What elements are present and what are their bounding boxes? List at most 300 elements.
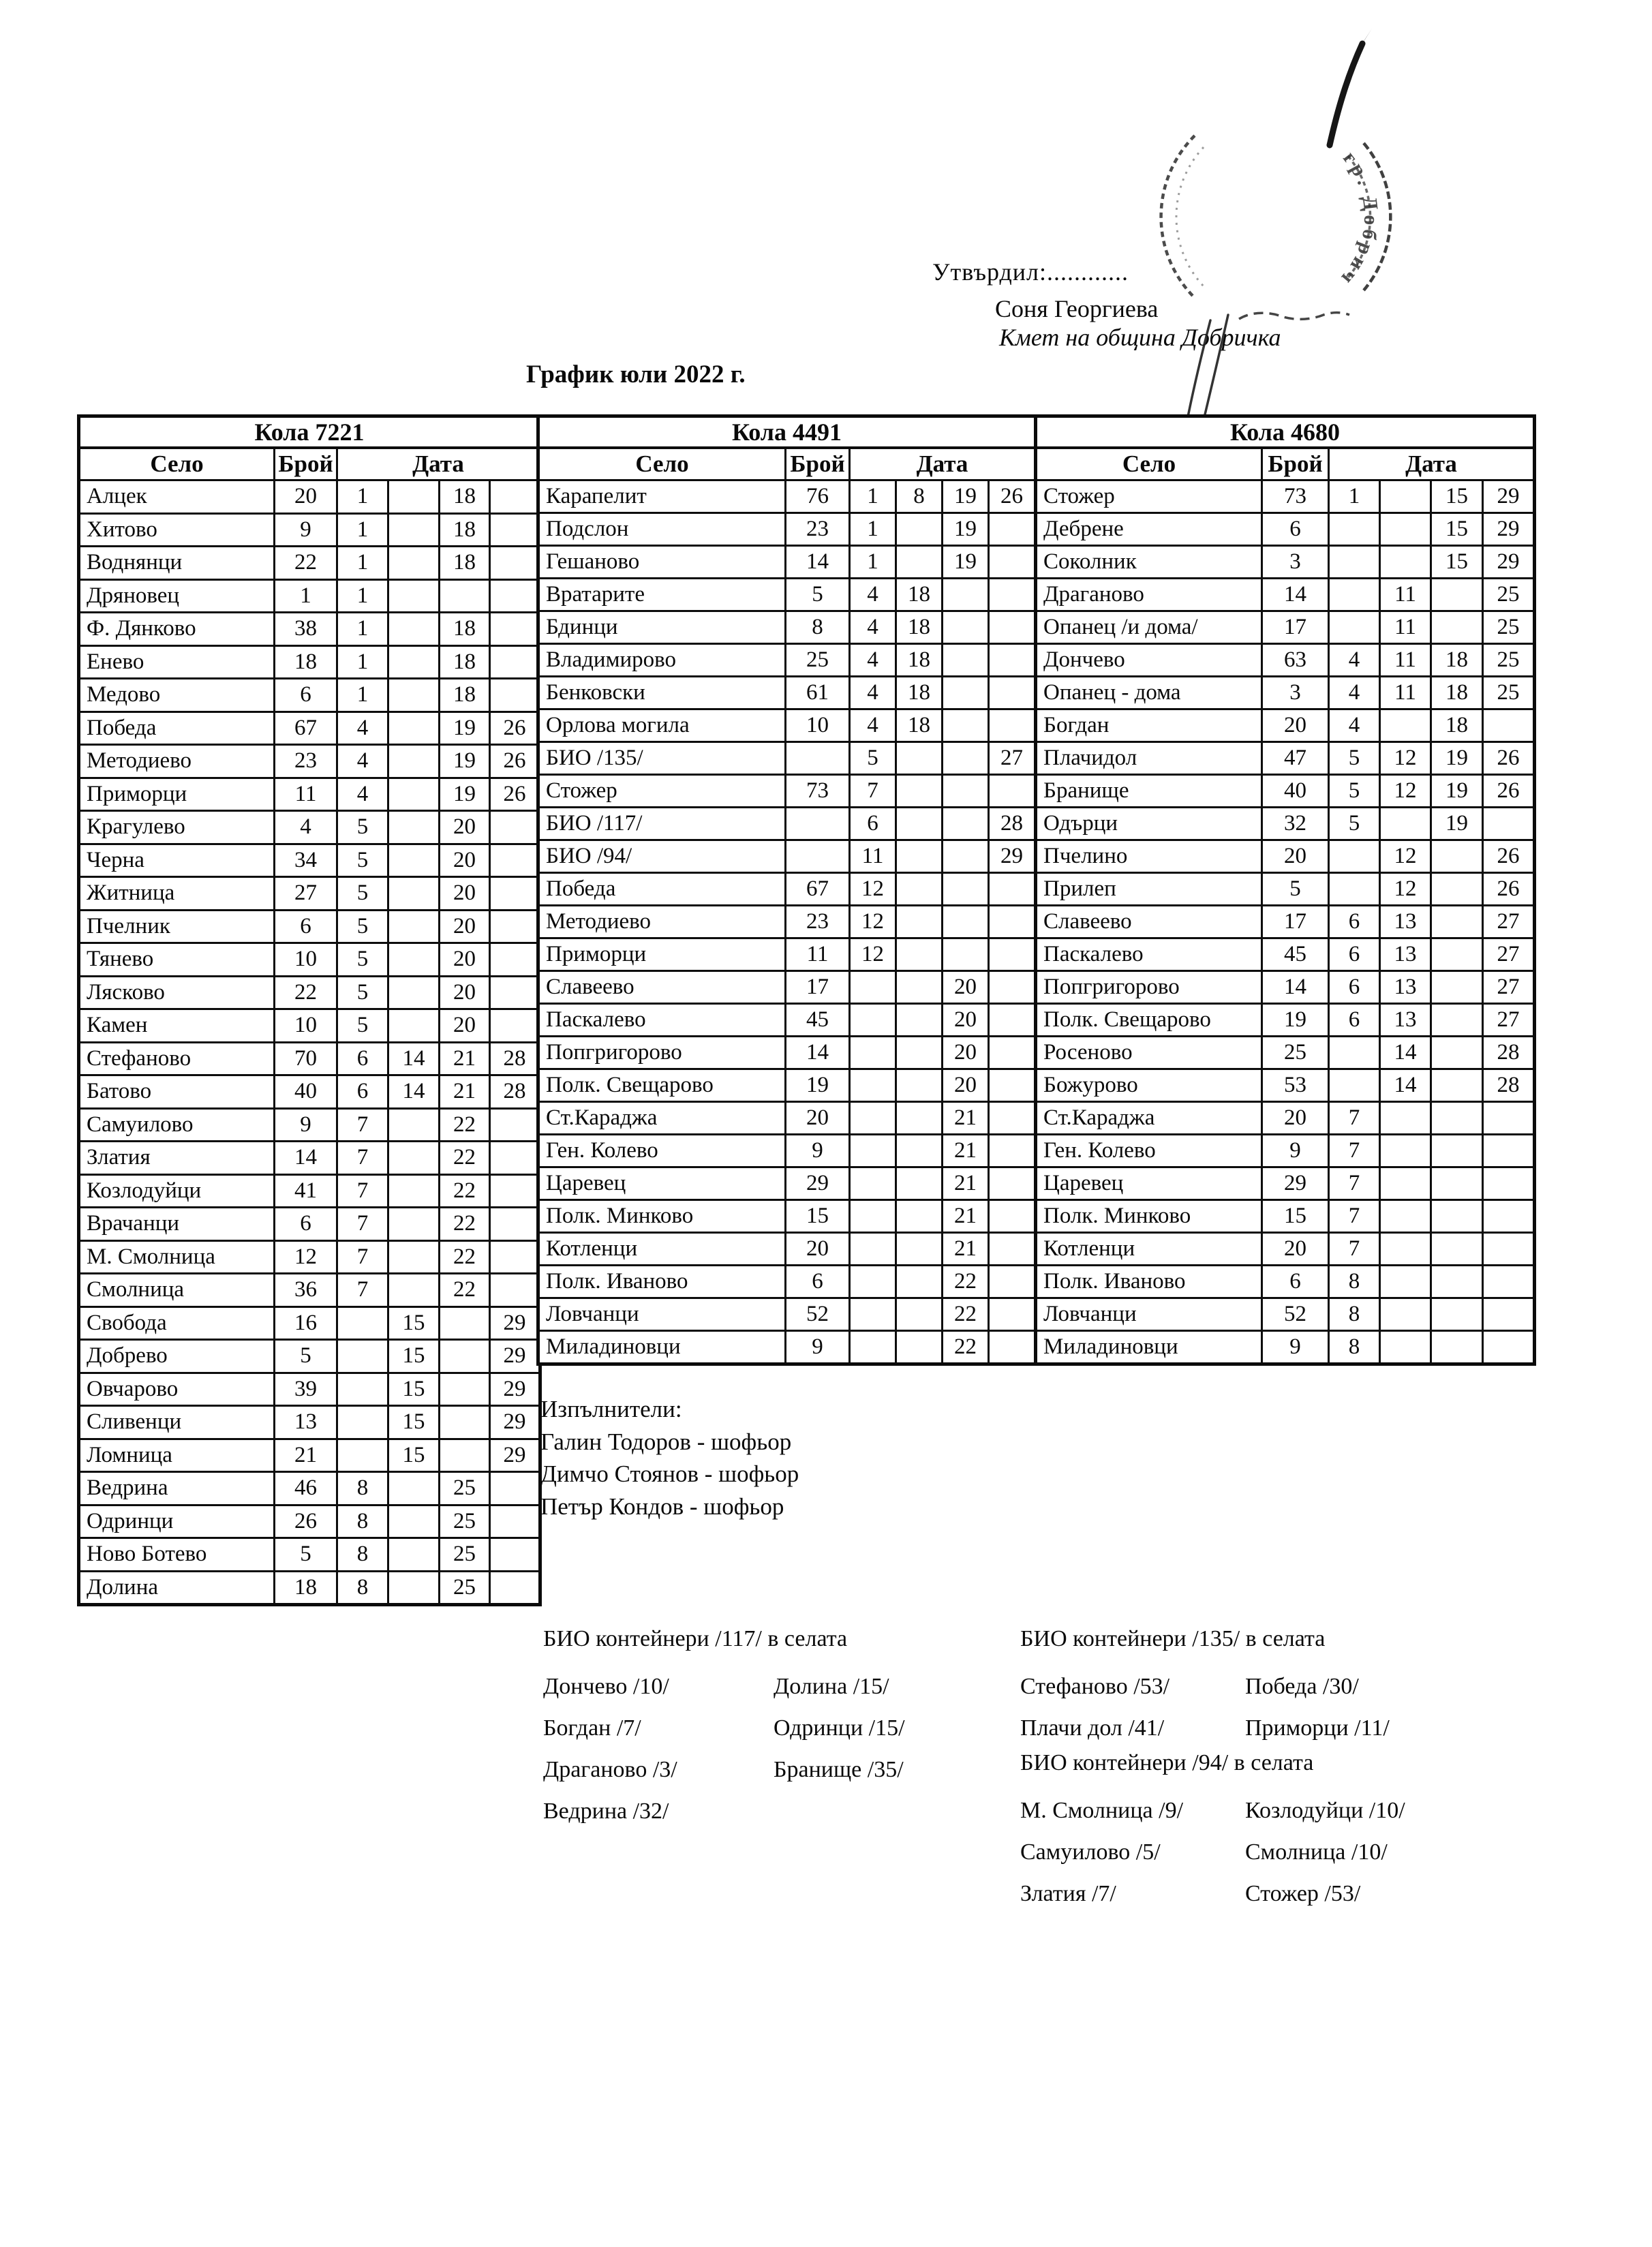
date-cell: 19 — [440, 745, 490, 778]
table-row — [79, 645, 540, 679]
table-row — [538, 709, 1036, 742]
date-cell: 7 — [337, 1274, 388, 1307]
count-cell: 29 — [786, 1167, 850, 1200]
table-row — [1036, 906, 1535, 938]
table-title: Кола 4680 — [1036, 416, 1535, 448]
village-cell: Камен — [79, 1009, 275, 1043]
date-cell — [989, 1266, 1036, 1298]
table-title: Кола 7221 — [79, 416, 540, 448]
date-cell: 11 — [1380, 579, 1431, 611]
table-row — [538, 873, 1036, 906]
count-cell: 6 — [786, 1266, 850, 1298]
village-cell: Ловчанци — [1036, 1298, 1262, 1331]
date-cell — [1431, 971, 1483, 1004]
date-cell — [1380, 1233, 1431, 1266]
count-cell: 17 — [1262, 906, 1329, 938]
date-cell: 18 — [440, 613, 490, 646]
count-cell: 23 — [275, 745, 337, 778]
date-cell — [989, 1037, 1036, 1069]
date-cell — [943, 906, 989, 938]
date-cell — [1329, 840, 1380, 873]
date-cell: 19 — [943, 513, 989, 546]
date-cell — [896, 775, 943, 808]
date-cell: 18 — [440, 547, 490, 580]
count-cell: 27 — [275, 877, 337, 911]
bio-section-col1 — [543, 1666, 774, 1832]
date-cell: 22 — [440, 1208, 490, 1241]
village-cell: Самуилово — [79, 1108, 275, 1142]
date-cell — [989, 775, 1036, 808]
village-cell: Царевец — [538, 1167, 786, 1200]
date-cell — [388, 1538, 440, 1572]
date-cell — [896, 1167, 943, 1200]
date-cell — [989, 873, 1036, 906]
date-cell: 4 — [850, 709, 896, 742]
date-cell — [490, 1174, 540, 1208]
count-cell: 20 — [1262, 709, 1329, 742]
date-cell — [1380, 1298, 1431, 1331]
count-cell: 9 — [1262, 1135, 1329, 1167]
date-cell — [388, 1571, 440, 1605]
date-cell: 12 — [1380, 840, 1431, 873]
table-row — [79, 1538, 540, 1572]
date-cell — [989, 644, 1036, 677]
date-cell — [989, 709, 1036, 742]
date-cell: 4 — [850, 579, 896, 611]
date-cell: 14 — [1380, 1069, 1431, 1102]
date-cell: 1 — [337, 513, 388, 547]
date-cell — [989, 1069, 1036, 1102]
date-cell: 25 — [1483, 677, 1535, 709]
village-cell: Карапелит — [538, 480, 786, 513]
date-cell — [896, 1102, 943, 1135]
date-cell — [1431, 1233, 1483, 1266]
village-cell: Бенковски — [538, 677, 786, 709]
count-cell: 11 — [786, 938, 850, 971]
date-cell — [896, 1069, 943, 1102]
count-cell: 45 — [786, 1004, 850, 1037]
bio-containers-94-section — [1020, 1750, 1405, 1914]
village-cell: М. Смолница — [79, 1240, 275, 1274]
village-cell: Тянево — [79, 943, 275, 977]
date-cell: 7 — [1329, 1102, 1380, 1135]
date-cell — [490, 1538, 540, 1572]
executor-item: Димчо Стоянов - шофьор — [540, 1461, 799, 1487]
date-cell: 11 — [1380, 677, 1431, 709]
table-row — [538, 513, 1036, 546]
date-cell: 18 — [440, 513, 490, 547]
village-cell: Ст.Караджа — [538, 1102, 786, 1135]
date-cell: 27 — [1483, 971, 1535, 1004]
date-cell — [388, 645, 440, 679]
count-cell: 20 — [275, 480, 337, 514]
date-cell — [1431, 938, 1483, 971]
date-cell: 19 — [1431, 742, 1483, 775]
count-cell: 20 — [786, 1102, 850, 1135]
date-cell — [1329, 611, 1380, 644]
date-cell: 20 — [943, 1004, 989, 1037]
count-cell: 20 — [1262, 840, 1329, 873]
date-cell — [490, 811, 540, 844]
count-cell: 70 — [275, 1042, 337, 1075]
date-cell — [1483, 808, 1535, 840]
village-cell: Попгригорово — [1036, 971, 1262, 1004]
count-cell: 6 — [275, 1208, 337, 1241]
date-cell: 5 — [337, 976, 388, 1009]
date-cell: 25 — [440, 1538, 490, 1572]
village-cell: БИО /94/ — [538, 840, 786, 873]
table-row — [538, 1266, 1036, 1298]
village-cell: Медово — [79, 679, 275, 712]
date-cell — [1431, 1200, 1483, 1233]
date-cell — [989, 971, 1036, 1004]
date-cell — [896, 1233, 943, 1266]
date-cell: 1 — [1329, 480, 1380, 513]
date-cell — [989, 611, 1036, 644]
village-cell: Златия — [79, 1142, 275, 1175]
village-cell: Смолница — [79, 1274, 275, 1307]
count-cell: 5 — [786, 579, 850, 611]
bio-item: Самуилово /5/ — [1020, 1839, 1161, 1865]
date-cell: 29 — [490, 1406, 540, 1439]
date-cell: 19 — [440, 712, 490, 745]
date-cell: 8 — [1329, 1298, 1380, 1331]
column-header-date: Дата — [1329, 448, 1535, 480]
village-cell: БИО /135/ — [538, 742, 786, 775]
date-cell — [388, 1274, 440, 1307]
village-cell: Дебрене — [1036, 513, 1262, 546]
date-cell: 26 — [1483, 840, 1535, 873]
date-cell: 15 — [1431, 546, 1483, 579]
schedule-table-kola-4491-container — [536, 414, 1037, 1366]
date-cell: 26 — [989, 480, 1036, 513]
date-cell — [989, 579, 1036, 611]
count-cell: 76 — [786, 480, 850, 513]
date-cell: 25 — [1483, 611, 1535, 644]
count-cell: 10 — [275, 1009, 337, 1043]
village-cell: Методиево — [538, 906, 786, 938]
village-cell: Богдан — [1036, 709, 1262, 742]
date-cell — [850, 1200, 896, 1233]
date-cell: 14 — [388, 1042, 440, 1075]
count-cell: 47 — [1262, 742, 1329, 775]
table-row — [79, 1373, 540, 1406]
date-cell — [850, 1037, 896, 1069]
date-cell — [850, 971, 896, 1004]
village-cell: Росеново — [1036, 1037, 1262, 1069]
date-cell: 18 — [440, 645, 490, 679]
table-row — [79, 579, 540, 613]
date-cell: 12 — [850, 873, 896, 906]
date-cell — [490, 877, 540, 911]
stamp-text: гр. Добрич — [1334, 147, 1383, 292]
count-cell: 11 — [275, 778, 337, 811]
date-cell: 18 — [1431, 644, 1483, 677]
date-cell: 11 — [850, 840, 896, 873]
village-cell: Черна — [79, 844, 275, 877]
date-cell: 12 — [1380, 775, 1431, 808]
table-row — [79, 547, 540, 580]
date-cell — [490, 1505, 540, 1538]
count-cell: 25 — [1262, 1037, 1329, 1069]
date-cell: 15 — [388, 1439, 440, 1472]
count-cell: 3 — [1262, 677, 1329, 709]
table-row — [79, 1505, 540, 1538]
count-cell: 6 — [275, 910, 337, 943]
stamp-left-arc — [1161, 136, 1195, 298]
table-row — [1036, 1004, 1535, 1037]
date-cell: 19 — [1431, 775, 1483, 808]
count-cell: 12 — [275, 1240, 337, 1274]
count-cell: 9 — [1262, 1331, 1329, 1364]
village-cell: Ген. Колево — [538, 1135, 786, 1167]
signature-tail — [1239, 313, 1349, 320]
count-cell: 9 — [275, 1108, 337, 1142]
village-cell: Стефаново — [79, 1042, 275, 1075]
date-cell: 21 — [943, 1102, 989, 1135]
bio-item: Козлодуйци /10/ — [1245, 1798, 1405, 1823]
schedule-table — [1034, 414, 1536, 1366]
date-cell: 14 — [388, 1075, 440, 1109]
date-cell — [490, 1142, 540, 1175]
date-cell — [490, 844, 540, 877]
date-cell — [490, 579, 540, 613]
date-cell — [943, 840, 989, 873]
village-cell: Добрево — [79, 1340, 275, 1373]
date-cell — [1483, 1135, 1535, 1167]
date-cell: 18 — [896, 644, 943, 677]
table-row — [79, 1274, 540, 1307]
table-row — [1036, 1037, 1535, 1069]
date-cell: 7 — [1329, 1167, 1380, 1200]
count-cell: 67 — [786, 873, 850, 906]
date-cell — [989, 546, 1036, 579]
date-cell — [490, 1240, 540, 1274]
date-cell: 22 — [440, 1108, 490, 1142]
date-cell — [1431, 1069, 1483, 1102]
date-cell: 28 — [1483, 1037, 1535, 1069]
date-cell: 22 — [943, 1298, 989, 1331]
count-cell: 52 — [786, 1298, 850, 1331]
date-cell: 19 — [440, 778, 490, 811]
table-row — [538, 1167, 1036, 1200]
date-cell: 6 — [337, 1075, 388, 1109]
date-cell — [440, 1306, 490, 1340]
date-cell — [490, 480, 540, 514]
village-cell: Козлодуйци — [79, 1174, 275, 1208]
date-cell — [337, 1373, 388, 1406]
executors-list — [540, 1426, 799, 1523]
date-cell — [896, 1200, 943, 1233]
column-header-village: Село — [1036, 448, 1262, 480]
date-cell — [989, 513, 1036, 546]
date-cell — [943, 873, 989, 906]
date-cell: 26 — [1483, 873, 1535, 906]
bio-item: Стожер /53/ — [1245, 1881, 1361, 1906]
date-cell: 29 — [490, 1439, 540, 1472]
date-cell: 18 — [896, 579, 943, 611]
village-cell: Победа — [79, 712, 275, 745]
date-cell: 1 — [337, 645, 388, 679]
table-row — [538, 840, 1036, 873]
date-cell: 22 — [943, 1331, 989, 1364]
date-cell: 4 — [337, 778, 388, 811]
bio-section-title: БИО контейнери /135/ в селата — [1020, 1626, 1326, 1651]
date-cell: 18 — [896, 611, 943, 644]
table-row — [79, 480, 540, 514]
date-cell — [943, 579, 989, 611]
village-cell: Миладиновци — [538, 1331, 786, 1364]
table-row — [79, 1174, 540, 1208]
bio-section-col2 — [1245, 1666, 1390, 1749]
bio-item: Смолница /10/ — [1245, 1839, 1388, 1865]
village-cell: Дряновец — [79, 579, 275, 613]
count-cell: 15 — [1262, 1200, 1329, 1233]
approver-title: Кмет на община Добричка — [999, 324, 1281, 351]
village-cell: Хитово — [79, 513, 275, 547]
count-cell: 23 — [786, 513, 850, 546]
date-cell: 22 — [943, 1266, 989, 1298]
date-cell — [1380, 1135, 1431, 1167]
date-cell — [989, 1233, 1036, 1266]
count-cell: 73 — [786, 775, 850, 808]
date-cell — [1380, 808, 1431, 840]
date-cell — [1431, 1102, 1483, 1135]
village-cell: Полк. Свещарово — [538, 1069, 786, 1102]
table-row — [79, 679, 540, 712]
count-cell: 9 — [275, 513, 337, 547]
bio-section-col2 — [1245, 1790, 1405, 1914]
village-cell: Батово — [79, 1075, 275, 1109]
village-cell: Бранище — [1036, 775, 1262, 808]
date-cell: 29 — [490, 1306, 540, 1340]
date-cell — [388, 1240, 440, 1274]
village-cell: Полк. Иваново — [1036, 1266, 1262, 1298]
count-cell: 39 — [275, 1373, 337, 1406]
count-cell: 26 — [275, 1505, 337, 1538]
date-cell — [388, 745, 440, 778]
date-cell — [440, 1439, 490, 1472]
date-cell: 25 — [440, 1505, 490, 1538]
date-cell: 5 — [337, 811, 388, 844]
table-row — [1036, 709, 1535, 742]
date-cell — [1380, 709, 1431, 742]
date-cell — [490, 1472, 540, 1505]
date-cell: 1 — [850, 480, 896, 513]
date-cell: 21 — [943, 1167, 989, 1200]
date-cell: 28 — [490, 1042, 540, 1075]
date-cell: 8 — [337, 1505, 388, 1538]
count-cell: 67 — [275, 712, 337, 745]
date-cell: 4 — [1329, 677, 1380, 709]
date-cell: 7 — [337, 1208, 388, 1241]
date-cell — [1483, 1266, 1535, 1298]
date-cell — [1483, 1298, 1535, 1331]
village-cell: Одринци — [79, 1505, 275, 1538]
date-cell — [1483, 1102, 1535, 1135]
count-cell: 73 — [1262, 480, 1329, 513]
date-cell: 8 — [1329, 1331, 1380, 1364]
table-row — [79, 1439, 540, 1472]
date-cell — [490, 645, 540, 679]
date-cell: 8 — [1329, 1266, 1380, 1298]
table-row — [538, 971, 1036, 1004]
table-row — [1036, 1102, 1535, 1135]
date-cell — [989, 938, 1036, 971]
village-cell: Опанец - дома — [1036, 677, 1262, 709]
date-cell: 15 — [388, 1373, 440, 1406]
table-row — [79, 877, 540, 911]
date-cell — [337, 1406, 388, 1439]
date-cell: 18 — [896, 677, 943, 709]
date-cell — [490, 1571, 540, 1605]
date-cell — [490, 547, 540, 580]
bio-item: Бранище /35/ — [774, 1757, 904, 1782]
table-row — [538, 808, 1036, 840]
date-cell — [1483, 1200, 1535, 1233]
count-cell: 17 — [1262, 611, 1329, 644]
date-cell: 26 — [1483, 775, 1535, 808]
village-cell: Приморци — [538, 938, 786, 971]
date-cell — [1329, 513, 1380, 546]
date-cell: 27 — [989, 742, 1036, 775]
date-cell — [943, 742, 989, 775]
table-row — [1036, 513, 1535, 546]
date-cell: 11 — [1380, 644, 1431, 677]
count-cell: 23 — [786, 906, 850, 938]
date-cell — [850, 1331, 896, 1364]
village-cell: Славеево — [538, 971, 786, 1004]
date-cell — [388, 877, 440, 911]
count-cell: 16 — [275, 1306, 337, 1340]
date-cell: 5 — [337, 1009, 388, 1043]
table-row — [538, 1135, 1036, 1167]
date-cell: 15 — [388, 1406, 440, 1439]
date-cell: 6 — [337, 1042, 388, 1075]
table-row — [79, 811, 540, 844]
bio-item: Богдан /7/ — [543, 1715, 641, 1741]
table-row — [1036, 873, 1535, 906]
date-cell — [896, 1037, 943, 1069]
table-row — [79, 712, 540, 745]
village-cell: Опанец /и дома/ — [1036, 611, 1262, 644]
count-cell: 1 — [275, 579, 337, 613]
count-cell: 14 — [1262, 971, 1329, 1004]
count-cell: 38 — [275, 613, 337, 646]
date-cell: 28 — [1483, 1069, 1535, 1102]
count-cell: 40 — [275, 1075, 337, 1109]
table-row — [1036, 1266, 1535, 1298]
date-cell — [388, 613, 440, 646]
date-cell: 5 — [337, 943, 388, 977]
date-cell — [388, 1009, 440, 1043]
village-cell: Плачидол — [1036, 742, 1262, 775]
date-cell: 25 — [440, 1571, 490, 1605]
date-cell: 18 — [896, 709, 943, 742]
date-cell: 15 — [388, 1340, 440, 1373]
village-cell: Царевец — [1036, 1167, 1262, 1200]
count-cell: 63 — [1262, 644, 1329, 677]
table-row — [1036, 579, 1535, 611]
village-cell: Методиево — [79, 745, 275, 778]
date-cell: 1 — [337, 579, 388, 613]
date-cell: 4 — [1329, 709, 1380, 742]
date-cell: 26 — [490, 778, 540, 811]
village-cell: Вратарите — [538, 579, 786, 611]
village-cell: Соколник — [1036, 546, 1262, 579]
date-cell: 21 — [943, 1135, 989, 1167]
count-cell: 9 — [786, 1331, 850, 1364]
